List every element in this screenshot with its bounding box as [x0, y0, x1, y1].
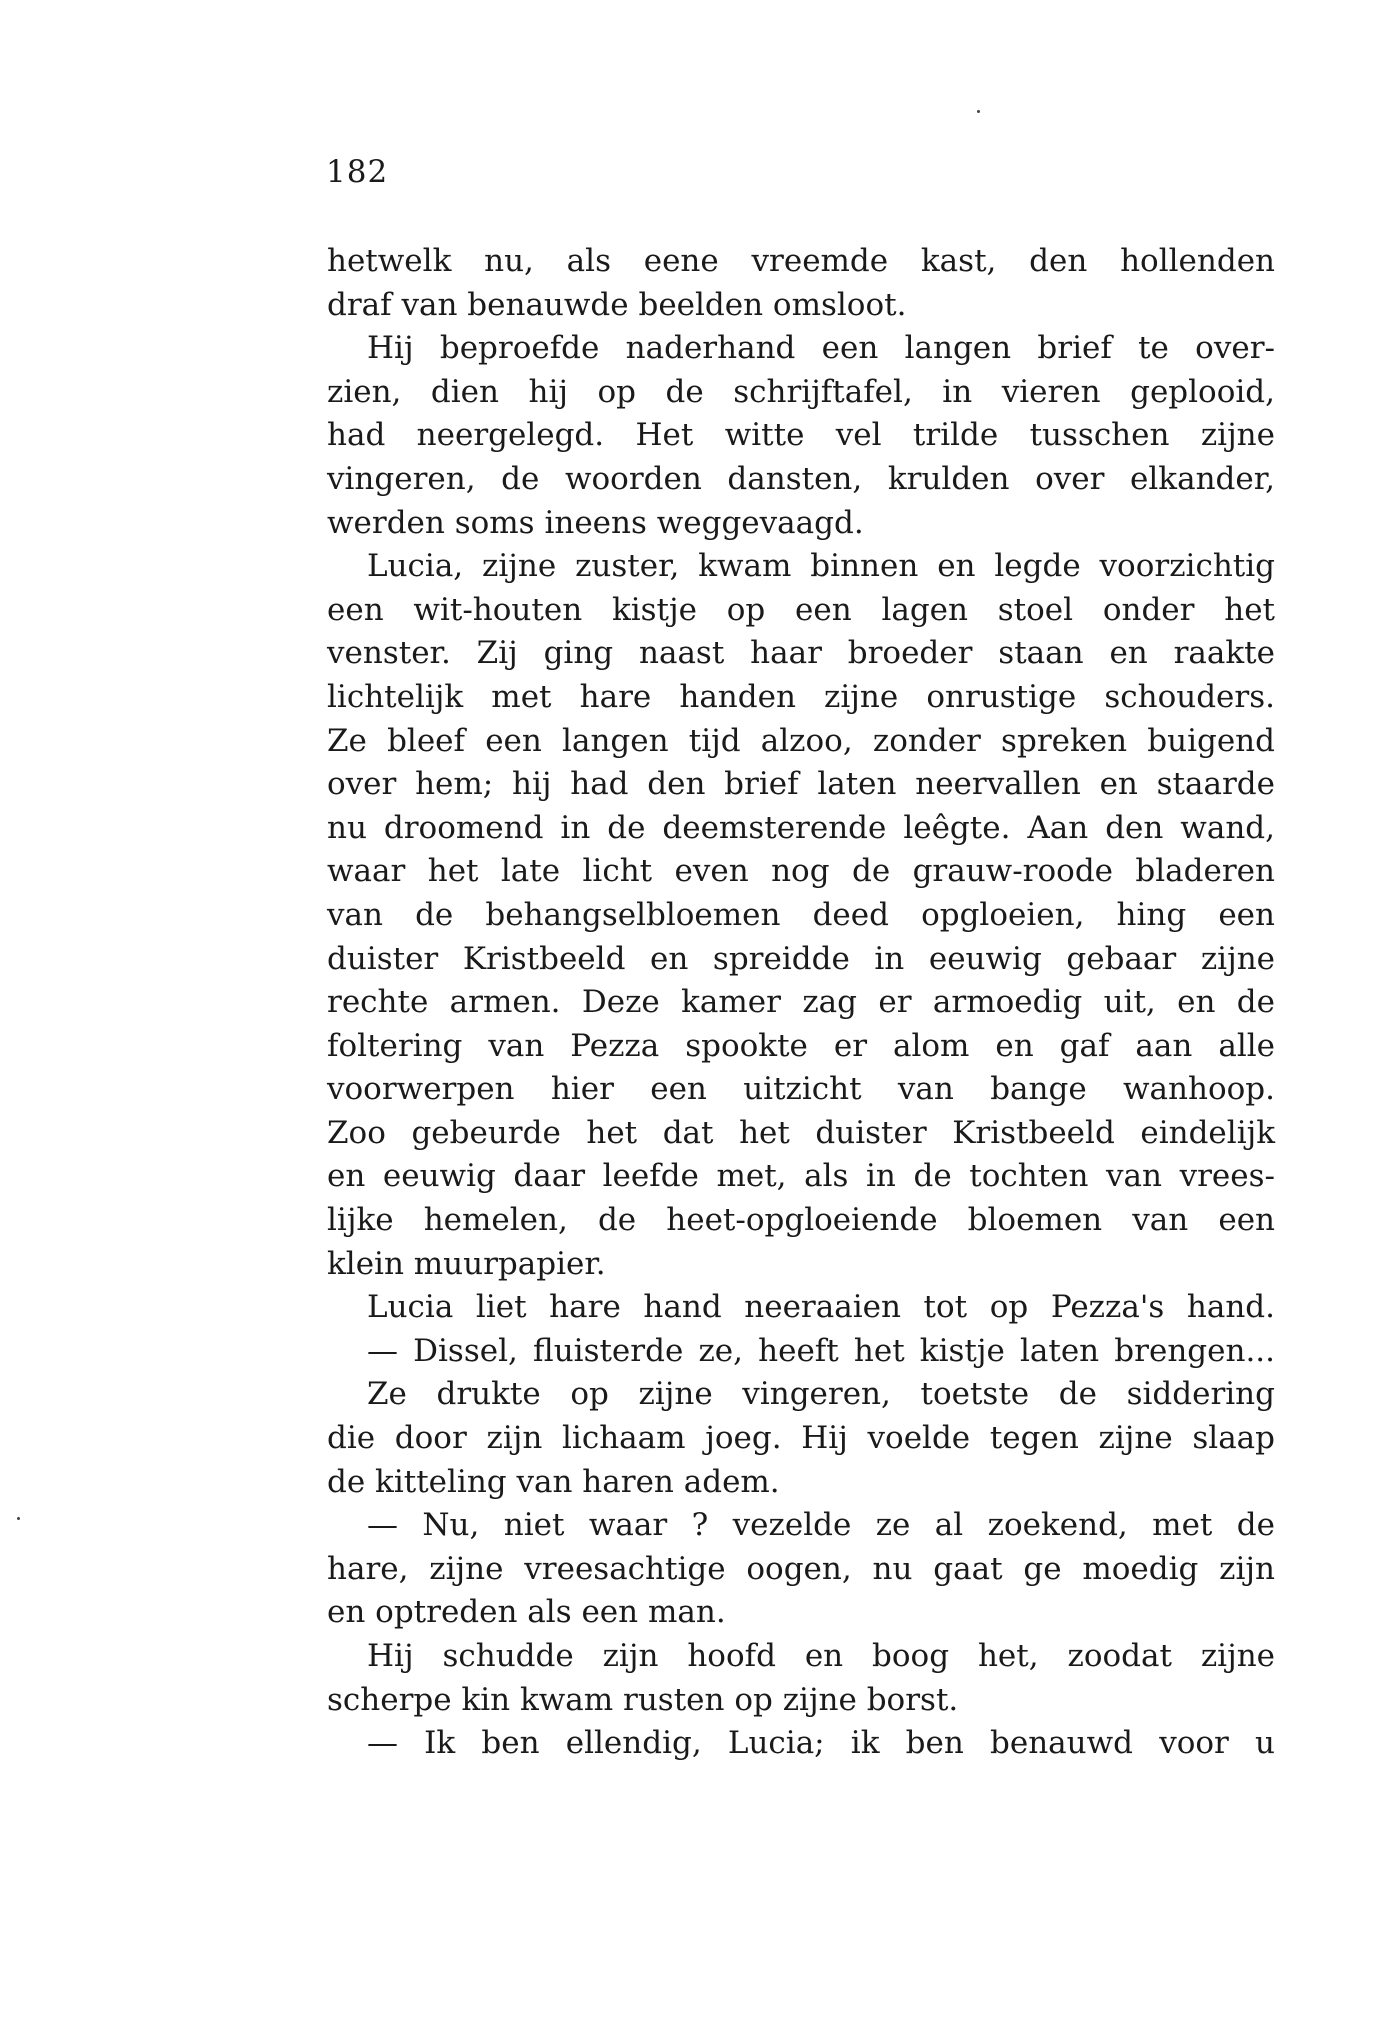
text-line: en optreden als een man. — [327, 1594, 726, 1631]
text-line: waar het late licht even nog de grauw-roode bladeren — [327, 853, 1275, 890]
text-line: Lucia, zijne zuster, kwam binnen en legde voorzichtig — [367, 548, 1275, 585]
page-number: 182 — [326, 154, 389, 190]
text-line: werden soms ineens weggevaagd. — [327, 504, 864, 541]
text-line: duister Kristbeeld en spreidde in eeuwig gebaar zijne — [327, 940, 1275, 977]
text-line: hetwelk nu, als eene vreemde kast, den hollenden — [327, 243, 1275, 279]
text-line: rechte armen. Deze kamer zag er armoedig uit, en de — [327, 984, 1275, 1021]
text-line: Ze bleef een langen tijd alzoo, zonder spreken buigend — [327, 722, 1275, 759]
text-line: een wit-houten kistje op een lagen stoel onder het — [327, 591, 1275, 628]
text-line: had neergelegd. Het witte vel trilde tusschen zijne — [327, 417, 1275, 454]
text-line: die door zijn lichaam joeg. Hij voelde tegen zijne slaap — [327, 1420, 1275, 1457]
text-line: klein muurpapier. — [327, 1245, 606, 1282]
text-line: venster. Zij ging naast haar broeder staan en raakte — [327, 635, 1275, 672]
text-line: vingeren, de woorden dansten, krulden over elkander, — [327, 460, 1275, 497]
text-line: scherpe kin kwam rusten op zijne borst. — [327, 1681, 959, 1718]
text-line: van de behangselbloemen deed opgloeien, hing een — [327, 896, 1275, 933]
text-line: hare, zijne vreesachtige oogen, nu gaat ge moedig zijn — [327, 1550, 1275, 1587]
text-line: lijke hemelen, de heet-opgloeiende bloemen van een — [327, 1202, 1275, 1239]
text-line: nu droomend in de deemsterende leêgte. Aan den wand, — [327, 809, 1275, 846]
text-line: en eeuwig daar leefde met, als in de tochten van vrees- — [327, 1158, 1275, 1195]
text-line: draf van benauwde beelden omsloot. — [327, 286, 907, 323]
text-line: voorwerpen hier een uitzicht van bange wanhoop. — [327, 1071, 1275, 1108]
scan-speck — [17, 1517, 20, 1520]
text-line: Hij beproefde naderhand een langen brief te over- — [367, 330, 1275, 367]
text-line: over hem; hij had den brief laten neervallen en staarde — [327, 766, 1275, 803]
text-line: lichtelijk met hare handen zijne onrustige schouders. — [327, 678, 1275, 715]
text-line: — Ik ben ellendig, Lucia; ik ben benauwd voor u — [367, 1725, 1275, 1762]
text-line: — Nu, niet waar ? vezelde ze al zoekend, met de — [367, 1507, 1275, 1544]
scan-speck — [977, 110, 980, 113]
text-line: zien, dien hij op de schrijftafel, in vieren geplooid, — [327, 373, 1275, 410]
text-line: Lucia liet hare hand neeraaien tot op Pezza's hand. — [367, 1289, 1275, 1326]
body-text — [327, 240, 1275, 1766]
text-line: Hij schudde zijn hoofd en boog het, zoodat zijne — [367, 1638, 1275, 1674]
text-line: Zoo gebeurde het dat het duister Kristbeeld eindelijk — [327, 1114, 1275, 1151]
text-line: Ze drukte op zijne vingeren, toetste de siddering — [367, 1376, 1275, 1413]
text-line: — Dissel, fluisterde ze, heeft het kistje laten brengen... — [367, 1332, 1275, 1369]
text-line: foltering van Pezza spookte er alom en gaf aan alle — [327, 1027, 1275, 1064]
text-line: de kitteling van haren adem. — [327, 1463, 780, 1500]
